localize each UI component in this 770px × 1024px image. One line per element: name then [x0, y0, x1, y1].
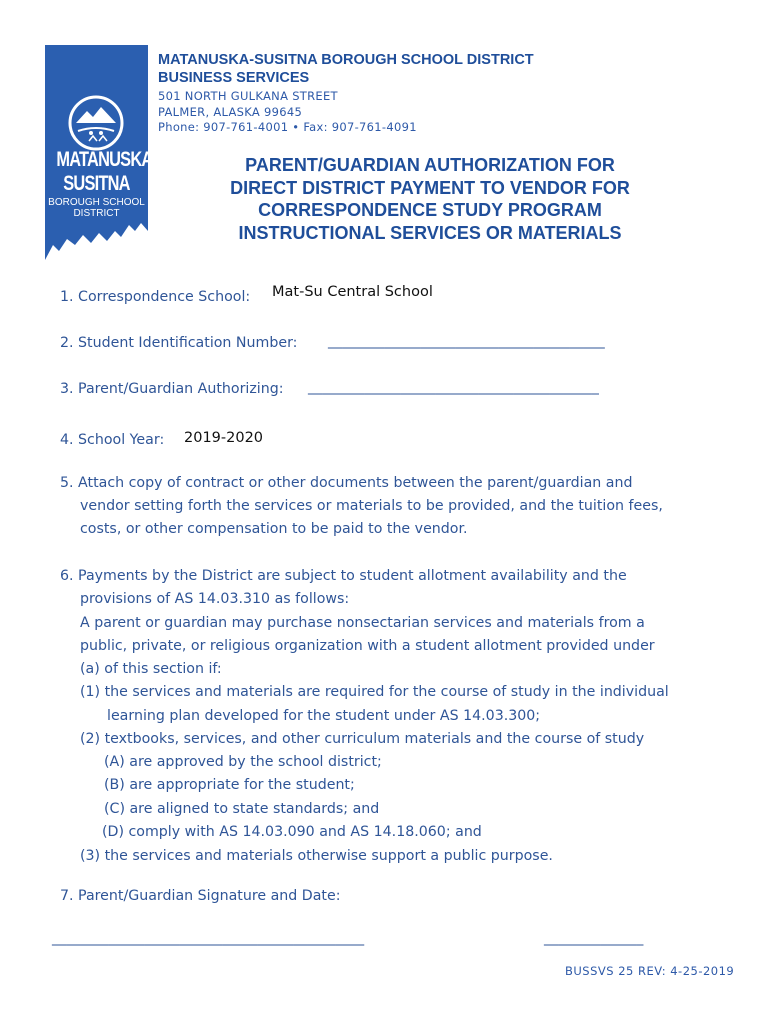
form-title-line-3: CORRESPONDENCE STUDY PROGRAM [258, 200, 602, 220]
student-id-field[interactable]: _______________________________________ [328, 333, 605, 349]
signature-date-label: 7. Parent/Guardian Signature and Date: [60, 888, 341, 904]
form-revision-code: BUSSVS 25 REV: 4-25-2019 [565, 964, 735, 978]
form-title-line-4: INSTRUCTIONAL SERVICES OR MATERIALS [238, 222, 622, 243]
item5-line-2: vendor setting forth the services or materials to be provided, and the tuition fees, [80, 498, 663, 514]
item6-line-6: (1) the services and materials are required for the course of study in the individual [80, 684, 669, 700]
school-year-label: 4. School Year: [60, 432, 165, 448]
logo-text-borough-school: BOROUGH SCHOOL [48, 197, 145, 208]
item6-line-7: learning plan developed for the student under AS 14.03.300; [107, 708, 541, 724]
district-logo-banner [45, 45, 153, 270]
student-id-label: 2. Student Identification Number: [60, 335, 298, 351]
address-line-1: 501 NORTH GULKANA STREET [158, 89, 338, 103]
address-line-2: PALMER, ALASKA 99645 [158, 105, 303, 119]
item6-line-11: (C) are aligned to state standards; and [104, 801, 380, 817]
logo-text-matanuska: MATANUSKA [56, 148, 153, 171]
parent-authorizing-field[interactable]: _________________________________________ [308, 379, 599, 395]
correspondence-school-field[interactable]: Mat-Su Central School [272, 284, 433, 300]
item6-line-12: (D) comply with AS 14.03.090 and AS 14.18.060; and [102, 824, 482, 840]
item6-line-5: (a) of this section if: [80, 661, 222, 677]
item6-line-1: 6. Payments by the District are subject to student allotment availability and the [60, 568, 627, 584]
form-title [160, 154, 700, 244]
item6-line-13: (3) the services and materials otherwise support a public purpose. [80, 848, 553, 864]
logo-text-district: DISTRICT [73, 208, 120, 219]
form-title-line-1: PARENT/GUARDIAN AUTHORIZATION FOR [245, 155, 615, 175]
parent-authorizing-label: 3. Parent/Guardian Authorizing: [60, 381, 284, 397]
school-year-field[interactable]: 2019-2020 [184, 430, 264, 446]
date-field[interactable]: ______________ [544, 930, 644, 946]
item6-line-4: public, private, or religious organization with a student allotment provided under [80, 638, 655, 654]
item6-line-9: (A) are approved by the school district; [104, 754, 382, 770]
phone-fax: Phone: 907-761-4001 • Fax: 907-761-4091 [158, 120, 417, 134]
item5-line-1: 5. Attach copy of contract or other documents between the parent/guardian and [60, 475, 633, 491]
item6-line-10: (B) are appropriate for the student; [104, 777, 355, 793]
logo-text-susitna: SUSITNA [63, 172, 130, 195]
item6-line-2: provisions of AS 14.03.310 as follows: [80, 591, 350, 607]
org-name: MATANUSKA-SUSITNA BOROUGH SCHOOL DISTRICT [158, 52, 534, 68]
signature-field[interactable]: ____________________________________________ [52, 930, 365, 946]
department-name: BUSINESS SERVICES [158, 70, 310, 86]
item6-line-8: (2) textbooks, services, and other curriculum materials and the course of study [80, 731, 645, 747]
correspondence-school-label: 1. Correspondence School: [60, 289, 251, 305]
item5-line-3: costs, or other compensation to be paid to the vendor. [80, 521, 468, 537]
item6-line-3: A parent or guardian may purchase nonsectarian services and materials from a [80, 615, 645, 631]
form-title-line-2: DIRECT DISTRICT PAYMENT TO VENDOR FOR [230, 177, 630, 198]
